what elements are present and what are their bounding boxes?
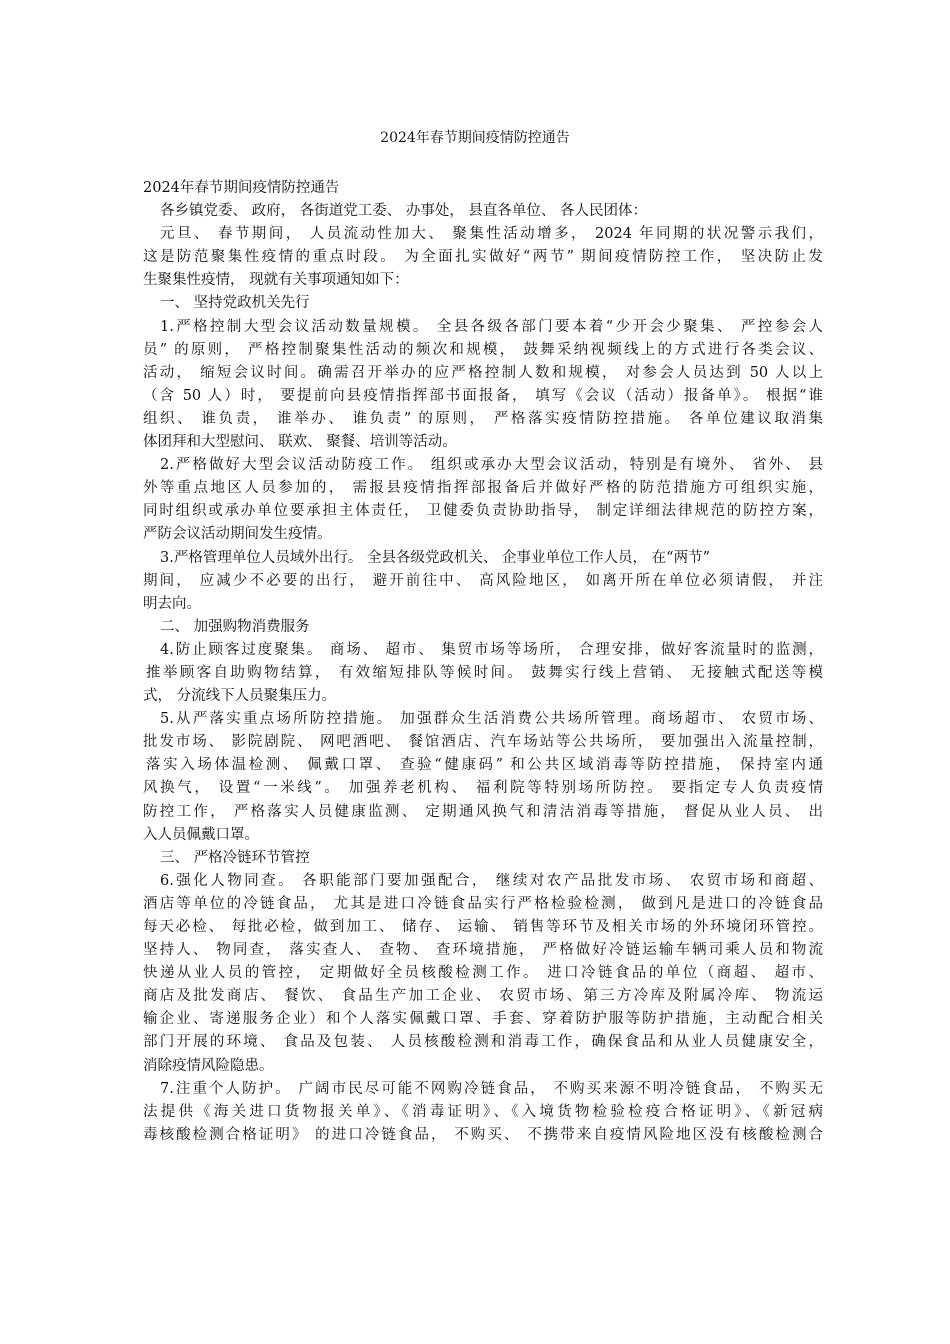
text-line: 4.防止顾客过度聚集。 商场、 超市、 集贸市场等场所， 合理安排，做好客流量时的监测， xyxy=(160,641,823,658)
salutation: 各乡镇党委、 政府， 各街道党工委、 办事处， 县直各单位、 各人民团体： xyxy=(160,203,648,220)
section-heading: 一、 坚持党政机关先行 xyxy=(160,295,310,312)
section-heading: 三、 严格冷链环节管控 xyxy=(160,849,310,866)
text-line: 这是防范聚集性疫情的重点时段。 为全面扎实做好“两节” 期间疫情防控工作， 坚决防止发 xyxy=(143,249,823,266)
text-line: 外等重点地区人员参加的， 需报县疫情指挥部报备后并做好严格的防范措施方可组织实施， xyxy=(143,480,823,497)
text-line: 1.严格控制大型会议活动数量规模。 全县各级各部门要本着“少开会少聚集、 严控参会人 xyxy=(160,318,823,335)
text-line: （含 50 人）时， 要提前向县疫情指挥部书面报备， 填写《会议（活动）报备单》。 根据“谁 xyxy=(143,387,823,404)
text-line: 式， 分流线下人员聚集压力。 xyxy=(143,688,337,705)
text-line: 批发市场、 影院剧院、 网吧酒吧、 餐馆酒店、汽车场站等公共场所， 要加强出入流量控制， xyxy=(143,734,823,751)
text-line: 员” 的原则， 严格控制聚集性活动的频次和规模， 鼓舞采纳视频线上的方式进行各类会议、 xyxy=(143,341,823,358)
text-line: 严防会议活动期间发生疫情。 xyxy=(143,526,332,543)
text-line: 商店及批发商店、 餐饮、 食品生产加工企业、 农贸市场、第三方冷库及附属冷库、 物流运 xyxy=(143,988,823,1005)
text-line: 生聚集性疫情， 现就有关事项通知如下： xyxy=(143,272,409,289)
text-line: 明去向。 xyxy=(143,595,201,612)
text-line: 2.严格做好大型会议活动防疫工作。 组织或承办大型会议活动，特别是有境外、 省外、 县 xyxy=(160,457,823,474)
text-line: 坚持人、 物同查， 落实查人、 查物、 查环境措施， 严格做好冷链运输车辆司乘人员和物流 xyxy=(143,942,823,959)
text-line: 推举顾客自助购物结算， 有效缩短排队等候时间。 鼓舞实行线上营销、 无接触式配送等模 xyxy=(146,664,823,681)
text-line: 3.严格管理单位人员域外出行。 全县各级党政机关、 企事业单位工作人员， 在“两节” xyxy=(160,549,710,566)
text-line: 活动， 缩短会议时间。确需召开举办的应严格控制人数和规模， 对参会人员达到 50 人以上 xyxy=(143,364,823,381)
text-line: 落实入场体温检测、 佩戴口罩、 查验“健康码” 和公共区域消毒等防控措施， 保持室内通 xyxy=(146,757,823,774)
text-line: 期间， 应减少不必要的出行， 避开前往中、 高风险地区， 如离开所在单位必须请假， 并注 xyxy=(143,572,823,589)
text-line: 组织、 谁负责， 谁举办、 谁负责” 的原则， 严格落实疫情防控措施。 各单位建议取消集 xyxy=(143,410,823,427)
page-title: 2024年春节期间疫情防控通告 xyxy=(380,130,570,146)
text-line: 法提供《海关进口货物报关单》、《消毒证明》、《入境货物检验检疫合格证明》、《新冠病 xyxy=(143,1103,823,1120)
text-line: 入人员佩戴口罩。 xyxy=(143,826,259,843)
text-line: 输企业、寄递服务企业）和个人落实佩戴口罩、手套、穿着防护服等防护措施，主动配合相关 xyxy=(143,1011,823,1028)
section-heading: 二、 加强购物消费服务 xyxy=(160,618,310,635)
text-line: 快递从业人员的管控， 定期做好全员核酸检测工作。 进口冷链食品的单位（商超、 超市、 xyxy=(143,965,823,982)
text-line: 毒核酸检测合格证明》 的进口冷链食品， 不购买、 不携带来自疫情风险地区没有核酸检测合 xyxy=(143,1126,823,1143)
text-line: 每天必检、 每批必检，做到加工、 储存、 运输、 销售等环节及相关市场的外环境闭环管控。 xyxy=(143,919,823,935)
text-line: 风换气， 设置“一米线”。 加强养老机构、 福利院等特别场所防控。 要指定专人负责疫情 xyxy=(143,780,823,797)
document-body xyxy=(143,177,823,1147)
text-line: 6.强化人物同查。 各职能部门要加强配合， 继续对农产品批发市场、 农贸市场和商超、 xyxy=(160,872,823,889)
text-line: 同时组织或承办单位要承担主体责任， 卫健委负责协助指导， 制定详细法律规范的防控方案， xyxy=(143,503,823,520)
text-line: 部门开展的环境、 食品及包装、 人员核酸检测和消毒工作，确保食品和从业人员健康安全， xyxy=(143,1034,823,1051)
body-heading: 2024年春节期间疫情防控通告 xyxy=(143,180,340,196)
text-line: 7.注重个人防护。 广阔市民尽可能不网购冷链食品， 不购买来源不明冷链食品， 不购买无 xyxy=(160,1080,823,1097)
text-line: 酒店等单位的冷链食品， 尤其是进口冷链食品实行严格检验检测， 做到凡是进口的冷链食品 xyxy=(143,895,823,912)
text-line: 体团拜和大型慰问、 联欢、 聚餐、培训等活动。 xyxy=(143,434,457,451)
text-line: 元旦、 春节期间， 人员流动性加大、 聚集性活动增多， 2024 年同期的状况警示我们， xyxy=(160,226,823,243)
text-line: 消除疫情风险隐患。 xyxy=(143,1057,274,1074)
text-line: 5.从严落实重点场所防控措施。 加强群众生活消费公共场所管理。商场超市、 农贸市场、 xyxy=(160,711,823,728)
text-line: 防控工作， 严格落实人员健康监测、 定期通风换气和清洁消毒等措施， 督促从业人员、 出 xyxy=(143,803,823,820)
